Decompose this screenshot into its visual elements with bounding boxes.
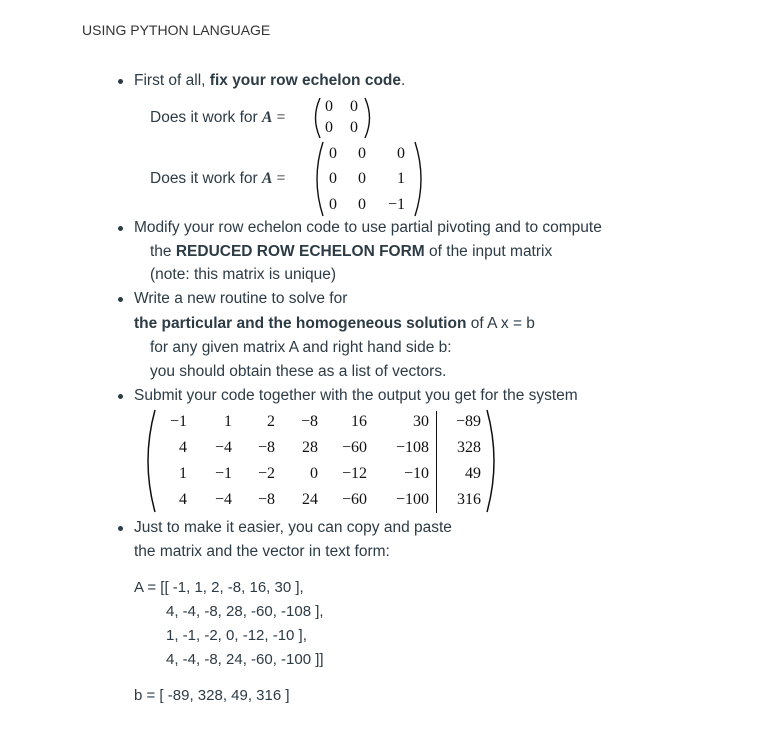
code-b-line: b = [ -89, 328, 49, 316 ] [134, 687, 290, 704]
m3-cell-r2-c5: −10 [403, 465, 429, 482]
m2-cell-r1-c2: 1 [397, 170, 405, 187]
q2-eq: = [276, 170, 286, 187]
matrix1-right-paren [362, 96, 376, 140]
m3-cell-r2-c0: 1 [179, 465, 187, 482]
m3-cell-r2-c2: −2 [257, 465, 275, 482]
q1-var: A [261, 109, 273, 126]
m3-cell-r0-c0: −1 [169, 413, 187, 430]
item4-line1: Submit your code together with the output you get for the system [134, 387, 578, 404]
m3-cell-r3-c3: 24 [302, 491, 318, 508]
item1-bold: fix your row echelon code [209, 72, 402, 89]
m2-cell-r0-c2: 0 [397, 145, 405, 162]
q2-text: Does it work for [150, 170, 262, 187]
item3-line1: Write a new routine to solve for [134, 290, 348, 307]
augmented-right-paren [484, 408, 502, 514]
m3-cell-r2-c3: 0 [310, 465, 318, 482]
m1-cell-r1-c0: 0 [325, 119, 333, 136]
m3-cell-r1-c1: −4 [214, 439, 232, 456]
m3-cell-r1-c5: −108 [395, 439, 429, 456]
m3-cell-r1-c6: 328 [457, 439, 481, 456]
bullet-3 [118, 297, 123, 302]
item3-line2 [134, 314, 535, 334]
item1-text [134, 71, 405, 91]
m3-cell-r1-c2: −8 [257, 439, 275, 456]
m1-cell-r0-c1: 0 [350, 98, 358, 115]
m3-cell-r0-c4: 16 [351, 413, 367, 430]
item3-line3: for any given matrix A and right hand side b: [150, 339, 452, 356]
question-1 [150, 108, 285, 128]
code-a-line-4: 4, -4, -8, 24, -60, -100 ]] [166, 651, 324, 668]
bullet-1 [118, 79, 123, 84]
code-a-line-1: A = [[ -1, 1, 2, -8, 16, 30 ], [134, 579, 304, 596]
item3-line2-suffix: of A x = b [466, 315, 535, 332]
item1-prefix: First of all, [134, 72, 210, 89]
m3-cell-r0-c2: 2 [267, 413, 275, 430]
m3-cell-r3-c2: −8 [257, 491, 275, 508]
item1-suffix: . [401, 72, 406, 89]
augment-divider [436, 411, 437, 513]
item2-line3: (note: this matrix is unique) [150, 266, 337, 283]
m3-cell-r1-c3: 28 [302, 439, 318, 456]
q1-text: Does it work for [150, 109, 262, 126]
m3-cell-r0-c1: 1 [224, 413, 232, 430]
m3-cell-r3-c0: 4 [179, 491, 187, 508]
m2-cell-r0-c0: 0 [329, 145, 337, 162]
q1-eq: = [276, 109, 286, 126]
item3-line2-bold: the particular and the homogeneous solution [134, 315, 467, 332]
item2-line2 [150, 242, 552, 262]
m1-cell-r1-c1: 0 [350, 119, 358, 136]
item2-line2-bold: REDUCED ROW ECHELON FORM [175, 243, 425, 260]
m3-cell-r1-c4: −60 [341, 439, 367, 456]
matrix2-right-paren [412, 140, 428, 218]
bullet-4 [118, 394, 123, 399]
item5-line1: Just to make it easier, you can copy and paste [134, 519, 452, 536]
m2-cell-r2-c0: 0 [329, 196, 337, 213]
m3-cell-r2-c1: −1 [214, 465, 232, 482]
question-2 [150, 169, 285, 189]
m3-cell-r1-c0: 4 [179, 439, 187, 456]
code-a-line-3: 1, -1, -2, 0, -12, -10 ], [166, 627, 307, 644]
item5-line2: the matrix and the vector in text form: [134, 543, 390, 560]
m3-cell-r0-c6: −89 [455, 413, 481, 430]
m3-cell-r2-c4: −12 [341, 465, 367, 482]
m2-cell-r2-c1: 0 [358, 196, 366, 213]
m3-cell-r3-c1: −4 [214, 491, 232, 508]
item3-line4: you should obtain these as a list of vectors. [150, 363, 447, 380]
m1-cell-r0-c0: 0 [325, 98, 333, 115]
m2-cell-r1-c0: 0 [329, 170, 337, 187]
q2-var: A [261, 170, 273, 187]
page-heading: USING PYTHON LANGUAGE [82, 22, 271, 38]
m3-cell-r2-c6: 49 [465, 465, 481, 482]
item2-line2-suffix: of the input matrix [424, 243, 553, 260]
m3-cell-r0-c3: −8 [300, 413, 318, 430]
m2-cell-r1-c1: 0 [358, 170, 366, 187]
m3-cell-r3-c5: −100 [395, 491, 429, 508]
m3-cell-r3-c4: −60 [341, 491, 367, 508]
item2-line2-prefix: the [150, 243, 176, 260]
code-a-line-2: 4, -4, -8, 28, -60, -108 ], [166, 603, 324, 620]
bullet-5 [118, 526, 123, 531]
m3-cell-r3-c6: 316 [457, 491, 481, 508]
m3-cell-r0-c5: 30 [413, 413, 429, 430]
m2-cell-r0-c1: 0 [358, 145, 366, 162]
item2-line1: Modify your row echelon code to use partial pivoting and to compute [134, 219, 602, 236]
m2-cell-r2-c2: −1 [387, 196, 405, 213]
bullet-2 [118, 226, 123, 231]
